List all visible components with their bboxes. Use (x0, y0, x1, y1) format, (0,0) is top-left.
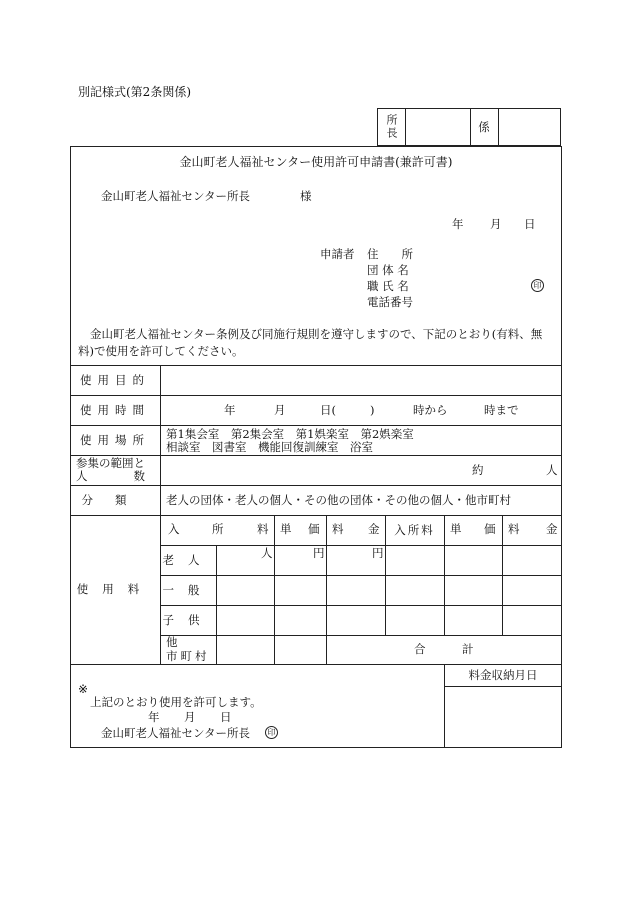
fee-unit-yen-2: 円 (372, 546, 384, 560)
approval-text: 上記のとおり使用を許可します。 (90, 695, 262, 709)
form-title: 金山町老人福祉センター使用許可申請書(兼許可書) (179, 155, 453, 169)
fee-cell[interactable] (275, 576, 325, 605)
attendance-approx: 約 (472, 463, 484, 477)
form-reference: 別記様式(第2条関係) (78, 85, 191, 99)
applicant-address-label: 住 所 (367, 247, 413, 261)
fee-unit-yen-1: 円 (313, 546, 325, 560)
time-input[interactable] (161, 396, 561, 425)
category-label: 分類 (81, 492, 149, 507)
fee-cell[interactable] (327, 546, 384, 575)
fee-total-label-a: 合 (414, 642, 426, 656)
chief-stamp-cell[interactable] (406, 109, 469, 145)
approval-stamp-box (377, 108, 561, 146)
date-day-label: 日 (524, 217, 536, 231)
applicant-phone-label: 電話番号 (367, 295, 413, 309)
purpose-input[interactable] (161, 366, 561, 395)
fee-cell[interactable] (217, 606, 273, 635)
applicant-org-label: 団 体 名 (367, 263, 409, 277)
date-month-label: 月 (490, 217, 502, 231)
approval-month: 月 (184, 710, 196, 724)
payment-date-input[interactable] (445, 687, 561, 747)
fee-cell[interactable] (327, 576, 384, 605)
fee-header-admission-2: 入所料 (394, 522, 435, 537)
attendance-input[interactable] (161, 456, 561, 485)
fee-header-admission-1: 入 所 料 (168, 522, 269, 536)
fee-row-other-line1: 他 (166, 635, 178, 649)
application-date[interactable] (440, 217, 550, 231)
time-from: 時から (413, 403, 448, 417)
time-label: 使用時間 (80, 402, 150, 417)
approval-signer: 金山町老人福祉センター所長 (101, 726, 251, 740)
time-until: 時まで (484, 403, 519, 417)
place-label: 使用場所 (80, 432, 150, 447)
applicant-seal-icon: 印 (531, 279, 544, 292)
fee-cell[interactable] (275, 636, 325, 664)
fee-row-other-line2: 市町村 (166, 649, 210, 663)
place-options[interactable] (161, 426, 561, 455)
fee-cell[interactable] (327, 636, 384, 664)
approval-date[interactable] (140, 710, 250, 724)
time-day: 日( (320, 403, 336, 417)
chief-label: 所長 (385, 114, 399, 140)
fee-cell[interactable] (217, 636, 273, 664)
fee-header-amount-1: 料 金 (332, 522, 380, 536)
fee-cell[interactable] (275, 546, 325, 575)
payment-date-label: 料金収納月日 (468, 667, 538, 682)
category-value: 老人の団体・老人の個人・その他の団体・その他の個人・他市町村 (166, 493, 511, 507)
note-mark: ※ (78, 682, 89, 696)
addressee-name: 金山町老人福祉センター所長 (101, 189, 251, 203)
fee-unit-person: 人 (261, 546, 273, 560)
fee-cell[interactable] (327, 606, 384, 635)
fee-header-amount-2: 料 金 (508, 522, 558, 536)
place-options-line2: 相談室 図書室 機能回復訓練室 浴室 (166, 440, 373, 454)
purpose-label: 使用目的 (80, 372, 150, 387)
fee-row-general: 一般 (162, 582, 214, 597)
applicant-label: 申請者 (320, 247, 355, 261)
time-year: 年 (224, 403, 236, 417)
staff-label: 係 (478, 119, 490, 134)
approval-seal-icon: 印 (265, 726, 278, 739)
fee-cell[interactable] (275, 606, 325, 635)
fee-cell[interactable] (217, 546, 273, 575)
fee-label: 使用料 (76, 582, 154, 597)
fee-cell[interactable] (217, 576, 273, 605)
attendance-label-line2: 人 数 (76, 469, 145, 483)
time-month: 月 (274, 403, 286, 417)
attendance-label-line1: 参集の範囲と (76, 456, 145, 470)
approval-year: 年 (148, 710, 160, 724)
staff-stamp-cell[interactable] (499, 109, 560, 145)
category-options[interactable] (161, 486, 561, 515)
fee-header-unit-price-1: 単 価 (280, 522, 320, 536)
time-day-close: ) (370, 403, 375, 417)
date-year-label: 年 (452, 217, 464, 231)
approval-day: 日 (220, 710, 232, 724)
fee-total-label-b: 計 (462, 642, 474, 656)
fee-row-child: 子供 (162, 612, 214, 627)
place-options-line1: 第1集会室 第2集会室 第1娯楽室 第2娯楽室 (166, 427, 414, 441)
applicant-name-label: 職 氏 名 (367, 279, 409, 293)
addressee-honorific: 様 (300, 189, 312, 203)
statement-text: 金山町老人福祉センター条例及び同施行規則を遵守しますので、下記のとおり(有料、無料)で使用を許可してください。 (78, 327, 543, 358)
fee-row-senior: 老人 (162, 552, 214, 567)
fee-header-unit-price-2: 単 価 (450, 522, 496, 536)
attendance-unit: 人 (546, 463, 558, 477)
fee-total-row[interactable] (386, 636, 561, 664)
